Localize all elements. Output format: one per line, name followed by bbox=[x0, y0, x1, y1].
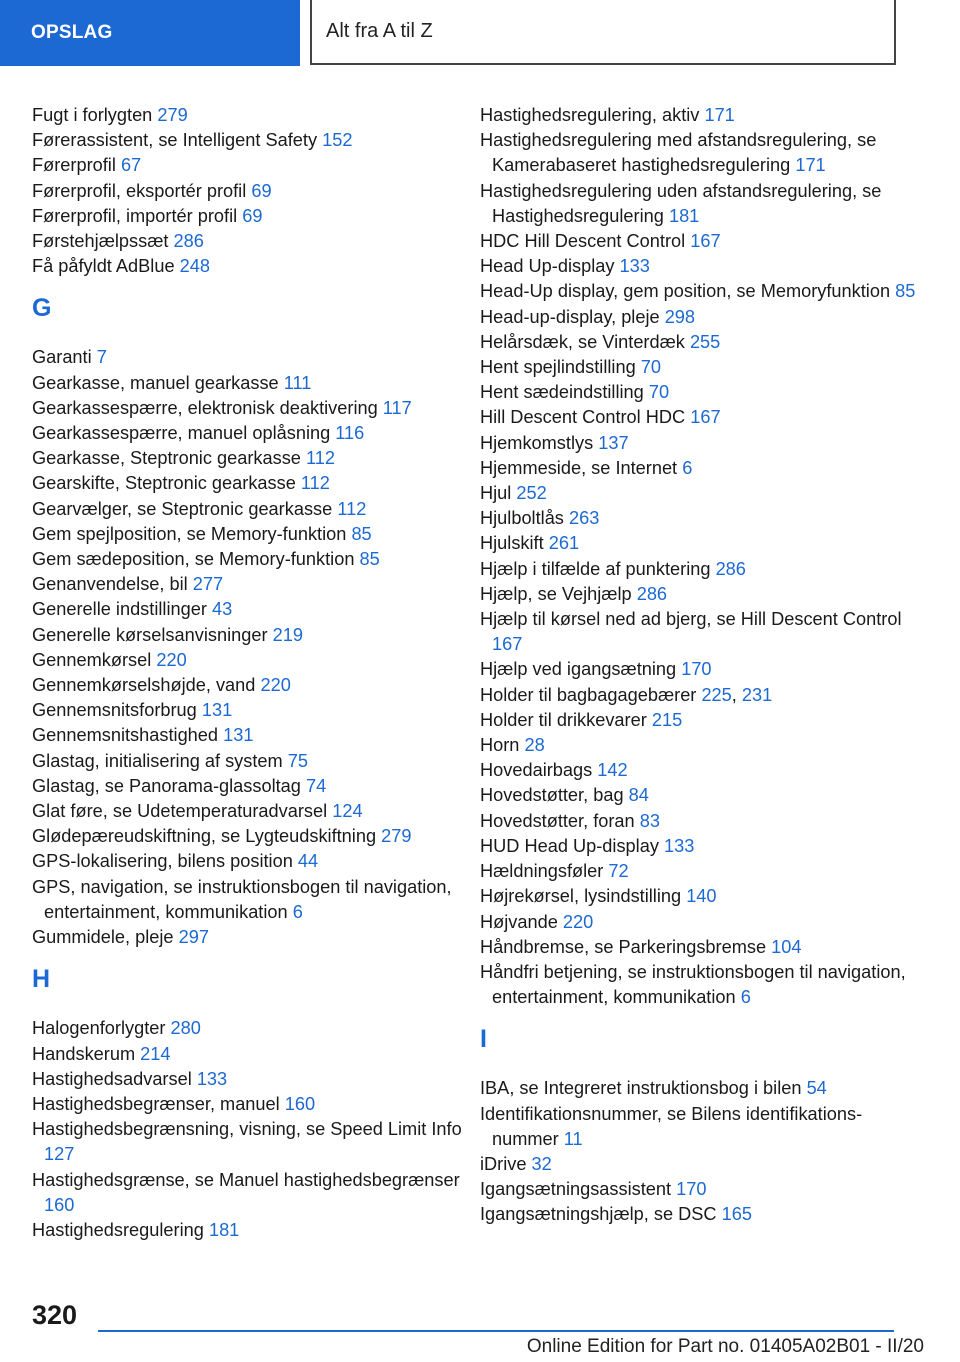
page-link[interactable]: 72 bbox=[608, 861, 629, 882]
page-link[interactable]: 104 bbox=[771, 936, 802, 957]
page-link[interactable]: 133 bbox=[196, 1068, 228, 1089]
index-entry bbox=[480, 582, 920, 607]
index-entry bbox=[480, 859, 920, 884]
index-entry bbox=[480, 128, 920, 178]
index-entry-text: Glat føre, se Udetemperaturadvarsel bbox=[32, 801, 328, 822]
index-entry-text: Hastighedsregulering bbox=[32, 1219, 204, 1240]
index-entry-text: Gearskifte, Steptronic gearkasse bbox=[32, 473, 296, 494]
index-entry-text: HUD Head Up-display bbox=[480, 835, 659, 856]
page-link[interactable]: 116 bbox=[335, 423, 365, 444]
index-entry bbox=[32, 1042, 462, 1067]
page-link[interactable]: 131 bbox=[223, 725, 254, 746]
index-entry-text: Gennemsnitshastighed bbox=[32, 725, 219, 746]
index-column-right bbox=[480, 103, 920, 1228]
page-link[interactable]: 112 bbox=[300, 473, 330, 494]
index-entry-text: Hastighedsregulering med afstandsregulering, se Kamerabaseret hastighedsregulering bbox=[480, 130, 877, 176]
index-entry bbox=[480, 481, 920, 506]
index-entry bbox=[480, 960, 920, 1010]
index-entry-text: Førstehjælpssæt bbox=[32, 231, 169, 252]
index-entry bbox=[32, 153, 462, 178]
footer-edition: Online Edition for Part no. 01405A02B01 - II/20 bbox=[526, 1336, 924, 1357]
index-entry bbox=[480, 733, 920, 758]
index-entry-text: GPS, navigation, se instruktionsbogen til navigation, entertainment, kommunikation bbox=[32, 876, 452, 922]
index-entry-text: Gearkassespærre, manuel oplåsning bbox=[32, 423, 331, 444]
index-entry-text: IBA, se Integreret instruktionsbog i bilen bbox=[480, 1078, 802, 1099]
index-entry-text: Head-up-display, pleje bbox=[480, 306, 660, 327]
page-link[interactable]: 85 bbox=[895, 281, 916, 302]
index-entry-text: Gearkasse, Steptronic gearkasse bbox=[32, 448, 301, 469]
index-entry-text: Hjælp i tilfælde af punktering bbox=[480, 558, 711, 579]
index-entry-text: Genanvendelse, bil bbox=[32, 574, 188, 595]
index-entry bbox=[32, 749, 462, 774]
index-entry bbox=[32, 229, 462, 254]
index-entry-text: Førerprofil, eksportér profil bbox=[32, 180, 247, 201]
page-link[interactable]: 124 bbox=[332, 801, 363, 822]
page-link[interactable]: 74 bbox=[305, 775, 327, 796]
index-entry-text: Hastighedsbegrænsning, visning, se Speed Limit Info bbox=[32, 1119, 462, 1140]
page-link[interactable]: 112 bbox=[305, 448, 335, 469]
page-link[interactable]: 255 bbox=[689, 331, 721, 352]
page-link[interactable]: 220 bbox=[562, 911, 594, 932]
index-entry-text: iDrive bbox=[480, 1153, 527, 1174]
index-entry bbox=[32, 179, 462, 204]
index-entry-text: Gem sædeposition, se Memory-funktion bbox=[32, 549, 355, 570]
index-entry-text: Handskerum bbox=[32, 1043, 136, 1064]
index-entry-text: Holder til bagbagagebærer bbox=[480, 684, 697, 705]
index-entry bbox=[32, 849, 462, 874]
index-entry bbox=[480, 607, 920, 657]
page-number: 320 bbox=[32, 1300, 78, 1330]
index-entry bbox=[32, 371, 462, 396]
page-link[interactable]: 167 bbox=[690, 407, 721, 428]
page-link[interactable]: 44 bbox=[297, 851, 319, 872]
index-entry-text: Hastighedsbegrænser, manuel bbox=[32, 1093, 280, 1114]
page-link[interactable]: 67 bbox=[120, 155, 142, 176]
page-link[interactable]: 140 bbox=[686, 886, 717, 907]
index-entry bbox=[480, 884, 920, 909]
index-entry-text: Igangsætningsassistent bbox=[480, 1179, 672, 1200]
page-link[interactable]: 220 bbox=[156, 649, 187, 670]
index-entry-text: Hent spejlindstilling bbox=[480, 357, 636, 378]
page-link[interactable]: 167 bbox=[492, 634, 523, 655]
index-entry-text: Head-Up display, gem position, se Memoryfunktion bbox=[480, 281, 891, 302]
index-entry-text: Gearkasse, manuel gearkasse bbox=[32, 372, 279, 393]
index-entry-text: Generelle indstillinger bbox=[32, 599, 207, 620]
page-link[interactable]: 277 bbox=[192, 574, 224, 595]
index-entry-text: Hjælp, se Vejhjælp bbox=[480, 583, 632, 604]
index-entry-text: Hjemkomstlys bbox=[480, 432, 594, 453]
header-tabs bbox=[0, 0, 960, 66]
index-entry-text: Hill Descent Control HDC bbox=[480, 407, 686, 428]
index-entry-text: Head Up-display bbox=[480, 256, 615, 277]
section-tab[interactable]: OPSLAG bbox=[0, 0, 300, 66]
index-entry bbox=[480, 758, 920, 783]
page-link[interactable]: 171 bbox=[704, 105, 735, 125]
index-entry bbox=[480, 1202, 920, 1227]
index-entry bbox=[32, 497, 462, 522]
page-link[interactable]: 7 bbox=[96, 347, 107, 368]
index-entry bbox=[32, 1067, 462, 1092]
index-column-left bbox=[32, 103, 462, 1243]
page-link[interactable]: 127 bbox=[44, 1144, 75, 1165]
index-entry-text: Førerprofil bbox=[32, 155, 116, 176]
index-entry-text: Gennemkørsel bbox=[32, 649, 152, 670]
index-entry-text: Førerassistent, se Intelligent Safety bbox=[32, 130, 318, 151]
index-letter-heading: H bbox=[32, 965, 51, 994]
page-link[interactable]: 133 bbox=[663, 835, 695, 856]
index-entry-text: Hovedstøtter, foran bbox=[480, 810, 635, 831]
page-link[interactable]: 298 bbox=[664, 306, 696, 327]
page-link[interactable]: 131 bbox=[201, 700, 233, 721]
index-entry bbox=[32, 774, 462, 799]
index-entry-text: Gennemkørselshøjde, vand bbox=[32, 675, 256, 696]
page-link[interactable]: 263 bbox=[568, 508, 600, 529]
index-entry bbox=[32, 597, 462, 622]
index-entry bbox=[32, 1218, 462, 1243]
index-entry bbox=[32, 1092, 462, 1117]
index-entry bbox=[32, 723, 462, 748]
page-link[interactable]: 286 bbox=[636, 583, 668, 604]
page-link[interactable]: 32 bbox=[531, 1153, 552, 1174]
index-entry bbox=[32, 396, 462, 421]
index-entry bbox=[32, 925, 462, 950]
page-link[interactable]: 225 bbox=[701, 684, 732, 705]
index-entry-text: Få påfyldt AdBlue bbox=[32, 256, 175, 277]
index-entry bbox=[32, 1168, 462, 1218]
index-entry bbox=[32, 254, 462, 279]
index-entry-text: HDC Hill Descent Control bbox=[480, 231, 686, 252]
index-letter-heading: G bbox=[32, 294, 52, 323]
page-link[interactable]: 54 bbox=[806, 1078, 827, 1099]
index-entry bbox=[480, 103, 920, 128]
index-entry bbox=[480, 1102, 920, 1152]
index-entry bbox=[32, 446, 462, 471]
index-entry-text: Hent sædeindstilling bbox=[480, 382, 644, 403]
page-link[interactable]: 85 bbox=[359, 549, 380, 570]
index-entry bbox=[32, 103, 462, 128]
index-entry-text: Identifikationsnummer, se Bilens identifikationsnummer bbox=[480, 1103, 863, 1149]
index-entry-text: GPS-lokalisering, bilens position bbox=[32, 851, 293, 872]
page-link[interactable]: 220 bbox=[260, 675, 291, 696]
index-entry-text: Hjælp til kørsel ned ad bjerg, se Hill Descent Control bbox=[480, 609, 902, 630]
page-link[interactable]: 11 bbox=[563, 1128, 583, 1149]
index-entry bbox=[32, 128, 462, 153]
index-entry bbox=[480, 456, 920, 481]
page-link[interactable]: 75 bbox=[287, 750, 308, 771]
index-entry bbox=[32, 875, 462, 925]
page-link[interactable]: 231 bbox=[741, 684, 773, 705]
page-link[interactable]: 279 bbox=[381, 826, 412, 847]
index-entry-text: Håndbremse, se Parkeringsbremse bbox=[480, 936, 767, 957]
index-entry bbox=[32, 345, 462, 370]
page-link[interactable]: 137 bbox=[598, 432, 629, 453]
index-entry-text: Hovedstøtter, bag bbox=[480, 785, 624, 806]
index-entry-text: Hjemmeside, se Internet bbox=[480, 457, 678, 478]
index-entry-text: Højvande bbox=[480, 911, 558, 932]
index-entry bbox=[480, 809, 920, 834]
index-entry bbox=[32, 648, 462, 673]
index-entry bbox=[480, 1076, 920, 1101]
index-entry bbox=[32, 204, 462, 229]
index-entry bbox=[480, 431, 920, 456]
index-entry bbox=[480, 531, 920, 556]
index-entry-text: Glødepæreudskiftning, se Lygteudskiftning bbox=[32, 826, 377, 847]
index-entry bbox=[32, 799, 462, 824]
index-entry bbox=[480, 254, 920, 279]
page-link[interactable]: 170 bbox=[681, 659, 712, 680]
page-link[interactable]: 286 bbox=[173, 231, 204, 252]
index-entry bbox=[480, 557, 920, 582]
index-entry-text: Helårsdæk, se Vinterdæk bbox=[480, 331, 685, 352]
page-link[interactable]: 70 bbox=[640, 357, 661, 378]
index-entry-text: Hældningsføler bbox=[480, 861, 604, 882]
page-link[interactable]: 70 bbox=[648, 382, 670, 403]
index-entry bbox=[480, 783, 920, 808]
index-entry-text: Glastag, initialisering af system bbox=[32, 750, 283, 771]
page-link[interactable]: 85 bbox=[351, 523, 372, 544]
page-link[interactable]: 69 bbox=[251, 180, 272, 201]
index-entry bbox=[480, 380, 920, 405]
index-entry bbox=[32, 421, 462, 446]
index-entry bbox=[32, 1117, 462, 1167]
index-entry bbox=[480, 1177, 920, 1202]
index-letter-heading: I bbox=[480, 1025, 487, 1054]
index-entry bbox=[32, 471, 462, 496]
index-entry-text: Hovedairbags bbox=[480, 760, 593, 781]
index-entry-text: Horn bbox=[480, 735, 520, 756]
index-entry-text: Gearkassespærre, elektronisk deaktivering bbox=[32, 397, 378, 418]
index-entry bbox=[480, 1152, 920, 1177]
page-link[interactable]: 152 bbox=[322, 130, 353, 151]
page-link[interactable]: 215 bbox=[651, 709, 683, 730]
page-link[interactable]: 133 bbox=[619, 256, 650, 277]
index-entry-text: Hastighedsgrænse, se Manuel hastighedsbegrænser bbox=[32, 1169, 460, 1190]
page-link[interactable]: 167 bbox=[690, 231, 721, 252]
index-entry-text: Håndfri betjening, se instruktionsbogen til navigation, entertainment, kommunikation bbox=[480, 961, 906, 1008]
index-entry bbox=[480, 708, 920, 733]
index-entry bbox=[32, 623, 462, 648]
page-link[interactable]: 181 bbox=[208, 1219, 240, 1240]
index-entry bbox=[480, 179, 920, 229]
index-entry-text: Hastighedsregulering uden afstandsregulering, se Hastighedsregulering bbox=[480, 180, 882, 226]
index-entry bbox=[480, 506, 920, 531]
index-entry bbox=[32, 522, 462, 547]
index-entry-text: Holder til drikkevarer bbox=[480, 709, 647, 730]
index-entry-text: Førerprofil, importér profil bbox=[32, 205, 238, 226]
page-link[interactable]: 170 bbox=[676, 1179, 707, 1200]
page-link[interactable]: 142 bbox=[597, 760, 628, 781]
index-entry-text: Gem spejlposition, se Memory-funktion bbox=[32, 523, 347, 544]
page-link[interactable]: 280 bbox=[170, 1018, 201, 1039]
page-link[interactable]: 297 bbox=[178, 927, 209, 948]
index-entry-text: Igangsætningshjælp, se DSC bbox=[480, 1204, 717, 1225]
page-link[interactable]: 111 bbox=[283, 372, 312, 393]
index-entry-text: Hjulskift bbox=[480, 533, 544, 554]
index-entry-text: Fugt i forlygten bbox=[32, 105, 153, 125]
page-link[interactable]: 286 bbox=[715, 558, 746, 579]
index-entry-text: Højrekørsel, lysindstilling bbox=[480, 886, 682, 907]
index-entry bbox=[32, 547, 462, 572]
index-entry bbox=[480, 910, 920, 935]
index-entry-text: Gennemsnitsforbrug bbox=[32, 700, 197, 721]
index-entry-text: Hjul bbox=[480, 483, 512, 504]
page-link[interactable]: 83 bbox=[639, 810, 660, 831]
page-link[interactable]: 219 bbox=[272, 624, 303, 645]
index-entry-text: Halogenforlygter bbox=[32, 1018, 166, 1039]
page-link[interactable]: 171 bbox=[795, 155, 826, 176]
index-entry bbox=[32, 824, 462, 849]
page-link[interactable]: 6 bbox=[682, 457, 693, 478]
page-link[interactable]: 117 bbox=[382, 397, 412, 418]
page-link[interactable]: 181 bbox=[668, 205, 700, 226]
index-entry: Holder til bagbagagebærer 225, 231 bbox=[480, 684, 773, 705]
index-entry-text: Hjulboltlås bbox=[480, 508, 564, 529]
page-link[interactable]: 6 bbox=[740, 987, 751, 1008]
page-link[interactable]: 6 bbox=[292, 901, 303, 922]
page-link[interactable]: 252 bbox=[516, 483, 547, 504]
page-link[interactable]: 28 bbox=[524, 735, 545, 756]
chapter-tab[interactable]: Alt fra A til Z bbox=[310, 0, 896, 65]
index-entry bbox=[480, 405, 920, 430]
index-entry-text: Hjælp ved igangsætning bbox=[480, 659, 677, 680]
index-entry-text: Hastighedsregulering, aktiv bbox=[480, 105, 700, 125]
page-link[interactable]: 248 bbox=[179, 256, 210, 277]
page-link[interactable]: 160 bbox=[44, 1194, 75, 1215]
index-entry bbox=[480, 279, 920, 304]
index-entry bbox=[480, 935, 920, 960]
index-entry-text: Gummidele, pleje bbox=[32, 927, 174, 948]
index-entry bbox=[32, 572, 462, 597]
index-entry bbox=[480, 657, 920, 682]
index-entry bbox=[32, 1016, 462, 1041]
page-link[interactable]: 261 bbox=[548, 533, 580, 554]
page-link[interactable]: 160 bbox=[284, 1093, 316, 1114]
page-link[interactable]: 43 bbox=[211, 599, 233, 620]
index-entry-text: Hastighedsadvarsel bbox=[32, 1068, 192, 1089]
page-link[interactable]: 84 bbox=[628, 785, 649, 806]
page-link[interactable]: 279 bbox=[157, 105, 188, 125]
index-entry-text: Glastag, se Panorama-glassoltag bbox=[32, 775, 301, 796]
index-entry bbox=[32, 698, 462, 723]
index-entry-text: Gearvælger, se Steptronic gearkasse bbox=[32, 498, 333, 519]
page-link[interactable]: 69 bbox=[242, 205, 263, 226]
index-entry bbox=[480, 834, 920, 859]
index-entry bbox=[480, 229, 920, 254]
page-link[interactable]: 214 bbox=[140, 1043, 171, 1064]
index-entry bbox=[480, 355, 920, 380]
index-entry-text: Garanti bbox=[32, 347, 92, 368]
index-entry bbox=[480, 305, 920, 330]
page-link[interactable]: 112 bbox=[337, 498, 367, 519]
page-link[interactable]: 165 bbox=[721, 1204, 752, 1225]
footer-divider bbox=[98, 1330, 894, 1332]
index-entry-text: Generelle kørselsanvisninger bbox=[32, 624, 268, 645]
index-entry bbox=[32, 673, 462, 698]
index-entry bbox=[480, 330, 920, 355]
